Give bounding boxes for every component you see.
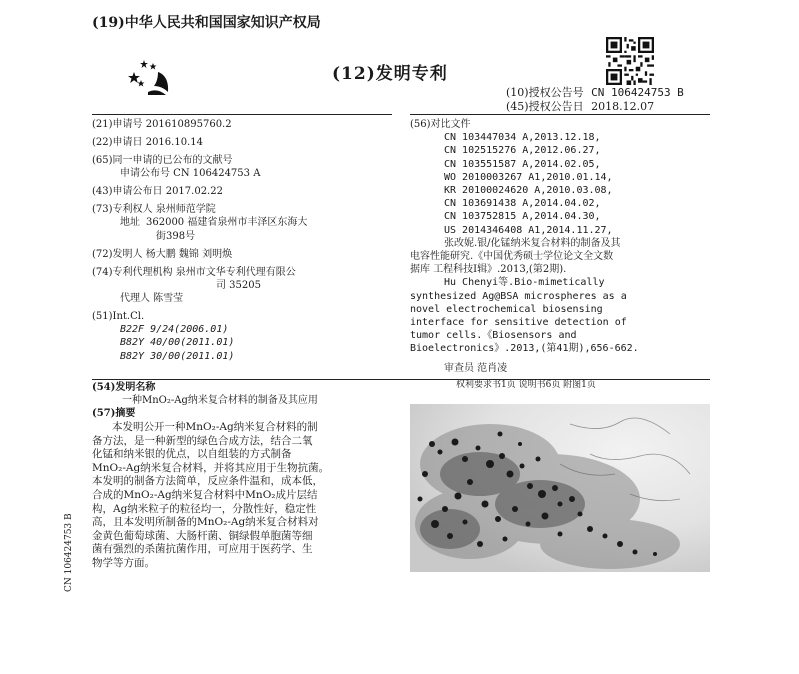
abstract-line: 合成的MnO₂-Ag纳米复合材料中MnO₂成片层结	[92, 488, 318, 501]
tem-micrograph	[410, 404, 710, 572]
citation-line: Bioelectronics》.2013,(第41期),656-662.	[410, 343, 639, 355]
abstract-label: (57)摘要	[92, 408, 136, 419]
abstract-text	[92, 421, 329, 571]
citation-1	[410, 237, 639, 277]
citation-line: novel electrochemical biosensing	[410, 303, 603, 315]
address-label: 地址	[120, 217, 140, 229]
reference-item: CN 103551587 A,2014.02.05,	[444, 158, 601, 170]
citation-line: 张改妮.银/化锰纳米复合材料的制备及其	[444, 237, 621, 249]
abstract-line: 化锰和纳米银的优点，以自组装的方式制备	[92, 448, 292, 461]
agency-line-2: 司 35205	[216, 279, 261, 291]
examiner: 审查员 范肖凌	[444, 362, 508, 374]
section-rule	[92, 379, 710, 380]
earlier-publication-title: (65)同一申请的已公布的文献号	[92, 155, 233, 166]
earlier-publication-number: 申请公布号 CN 106424753 A	[120, 168, 261, 180]
reference-item: WO 2010003267 A1,2010.01.14,	[444, 171, 613, 183]
patentee: (73)专利权人 泉州师范学院	[92, 204, 216, 216]
reference-item: CN 103691438 A,2014.04.02,	[444, 198, 601, 210]
citation-2	[410, 276, 639, 355]
grant-pub-number	[506, 86, 684, 99]
ipc-item: B82Y 30/00(2011.01)	[120, 350, 235, 362]
bibliographic-right	[410, 118, 639, 392]
ipc-item: B82Y 40/00(2011.01)	[120, 337, 235, 349]
reference-item: CN 102515276 A,2012.06.27,	[444, 145, 601, 157]
citation-line: interface for sensitive detection of	[410, 317, 627, 329]
publication-date: (43)申请公布日 2017.02.22	[92, 186, 223, 198]
bibliographic-left	[92, 118, 307, 363]
application-date: (22)申请日 2016.10.14	[92, 137, 203, 148]
grant-pub-date	[506, 100, 654, 113]
abstract-line: 构，Ag纳米粒子的粒径均一，分散性好，稳定性	[92, 502, 317, 515]
address-line-1	[92, 216, 307, 229]
address-line-2: 街398号	[156, 230, 196, 242]
abstract-line: 金黄色葡萄球菌、大肠杆菌、铜绿假单胞菌等细	[92, 529, 313, 542]
grant-pub-number-label: (10)授权公告号	[506, 86, 584, 99]
invention-title: 一种MnO₂-Ag纳米复合材料的制备及其应用	[122, 395, 318, 406]
abstract-line: 高，且本发明所制备的MnO₂-Ag纳米复合材料对	[92, 516, 319, 529]
inventors: (72)发明人 杨大鹏 魏锦 刘明焕	[92, 248, 233, 260]
citation-line: Hu Chenyi等.Bio-mimetically	[444, 277, 605, 289]
citation-line: 电容性能研究.《中国优秀硕士学位论文全文数	[410, 251, 614, 263]
grant-pub-date-label: (45)授权公告日	[506, 100, 584, 113]
cnipa-emblem	[128, 58, 176, 98]
office-title: (19)中华人民共和国国家知识产权局	[92, 15, 321, 31]
grant-pub-number-value: CN 106424753 B	[591, 86, 684, 99]
reference-item: CN 103447034 A,2013.12.18,	[444, 132, 601, 144]
grant-pub-date-value: 2018.12.07	[591, 100, 655, 113]
agency-line-1: (74)专利代理机构 泉州市文华专利代理有限公	[92, 266, 296, 278]
side-document-number: CN 106424753 B	[64, 513, 74, 592]
invention-title-label: (54)发明名称	[92, 382, 156, 393]
abstract-line: MnO₂-Ag纳米复合材料，并将其应用于生物抗菌。	[92, 461, 330, 474]
document-type: (12)发明专利	[332, 64, 448, 84]
header-rule-right	[410, 114, 710, 115]
citation-line: 据库 工程科技I辑》.2013,(第2期).	[410, 264, 567, 276]
citation-line: synthesized Ag@BSA microspheres as a	[410, 290, 627, 302]
int-cl-title: (51)Int.Cl.	[92, 311, 145, 323]
abstract-line: 本发明的制备方法简单，反应条件温和，成本低，	[92, 475, 323, 488]
ipc-list	[92, 323, 307, 363]
reference-item: US 2014346408 A1,2014.11.27,	[444, 224, 613, 236]
qr-code	[606, 37, 654, 85]
ipc-item: B22F 9/24(2006.01)	[120, 324, 229, 336]
page-counts: 权利要求书1页 说明书6页 附图1页	[456, 379, 596, 390]
reference-item: KR 20100024620 A,2010.03.08,	[444, 185, 613, 197]
application-number: (21)申请号 201610895760.2	[92, 119, 232, 130]
header-rule-left	[92, 114, 392, 115]
reference-item: CN 103752815 A,2014.04.30,	[444, 211, 601, 223]
abstract-line: 菌有强烈的杀菌抗菌作用，可应用于医药学、生	[92, 543, 313, 556]
agent: 代理人 陈雪莹	[120, 293, 184, 305]
reference-list	[410, 131, 639, 237]
abstract-line: 备方法，是一种新型的绿色合成方法，结合二氧	[92, 434, 313, 447]
abstract-line: 物学等方面。	[92, 556, 155, 569]
references-title: (56)对比文件	[410, 119, 471, 130]
citation-line: tumor cells.《Biosensors and	[410, 330, 577, 342]
address-text-1: 362000 福建省泉州市丰泽区东海大	[146, 217, 308, 229]
abstract-line: 本发明公开一种MnO₂-Ag纳米复合材料的制	[112, 421, 318, 433]
